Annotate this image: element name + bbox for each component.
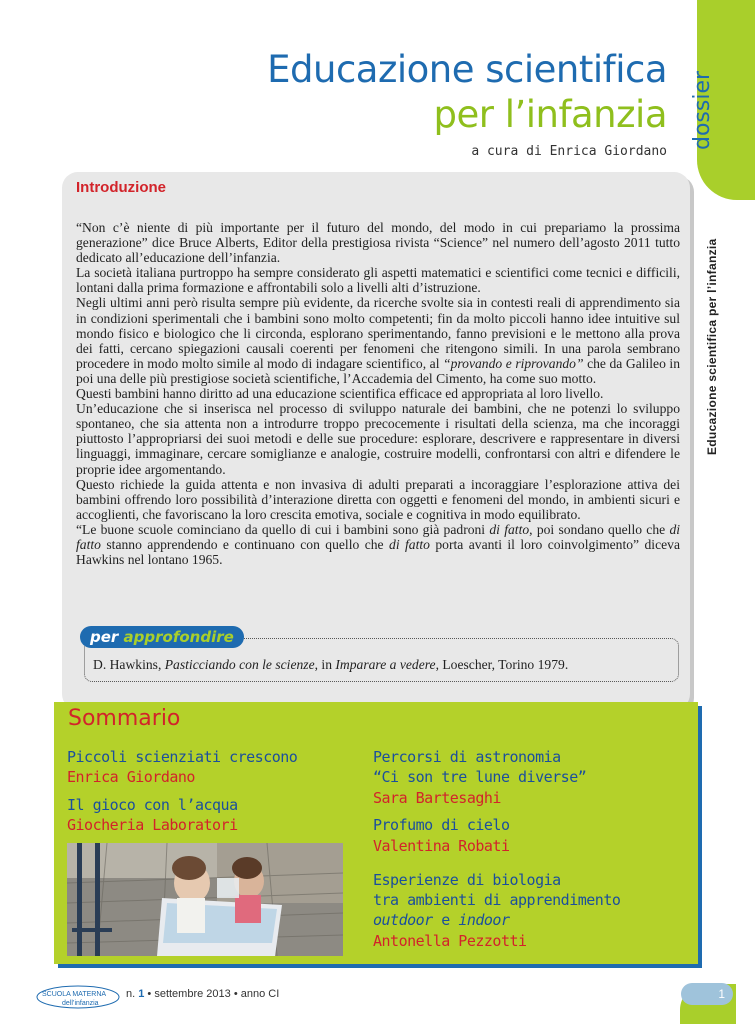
sommario-title: Sommario bbox=[68, 706, 181, 731]
page-number: 1 bbox=[681, 983, 733, 1005]
intro-paragraph: “Le buone scuole cominciano da quello di cui i bambini sono già padroni di fatto, poi sondano quello che di fatto stanno apprendendo e continuano con quello che di fatto porta avanti il loro coinvolgimento” diceva Hawkins nel lontano 1965. bbox=[76, 521, 681, 568]
issue-info: n. 1 • settembre 2013 • anno CI bbox=[126, 988, 280, 1000]
toc-title[interactable]: Profumo di cielo bbox=[373, 816, 510, 834]
toc-author: Valentina Robati bbox=[373, 837, 510, 855]
intro-paragraph: La società italiana purtroppo ha sempre considerato gli aspetti matematici e scientifici come tecnici e difficili, lontani dalla prima formazione e affrontabili solo a livelli alti d’istruzione. bbox=[76, 265, 680, 296]
dossier-label: dossier bbox=[690, 70, 715, 150]
page-subtitle: per l’infanzia bbox=[433, 93, 667, 136]
byline: a cura di Enrica Giordano bbox=[471, 144, 667, 159]
toc-title[interactable]: Piccoli scienziati crescono bbox=[67, 748, 298, 766]
toc-title[interactable]: “Ci son tre lune diverse” bbox=[373, 768, 587, 786]
children-water-photo bbox=[67, 843, 343, 956]
approfondire-reference: D. Hawkins, Pasticciando con le scienze, in Imparare a vedere, Loescher, Torino 1979. bbox=[93, 657, 569, 672]
scuola-materna-logo bbox=[36, 985, 120, 1009]
intro-body bbox=[76, 220, 680, 567]
toc-title[interactable]: tra ambienti di apprendimento bbox=[373, 891, 621, 909]
toc-author: Antonella Pezzotti bbox=[373, 932, 527, 950]
intro-paragraph: Questo richiede la guida attenta e non invasiva di adulti preparati a incoraggiare l’esplorazione attiva dei bambini offrendo loro possibilità d’interazione diretta con oggetti e fenomeni del mondo, in ambienti sicuri e accoglienti, che favoriscano la loro crescita emotiva, sociale e cognitiva in modo equilibrato. bbox=[76, 476, 680, 522]
logo-subtext: dell’infanzia bbox=[62, 1000, 99, 1007]
intro-paragraph: Negli ultimi anni però risulta sempre più evidente, da ricerche svolte sia in contesti reali di apprendimento sia in condizioni sperimentali che i bambini sono molto competenti; fin da molto piccoli hanno idee intuitive sul mondo fisico e biologico che li circonda, esplorano sperimentando, fanno previsioni e le mettono alla prova dei fatti, cercano spiegazioni causali coerenti per fenomeni che ritengono simili. In una parola sembrano procedere in modo molto simile al modo di indagare scientifico, al “provando e riprovando” che da Galileo in poi una delle più prestigiose società scientifiche, l’Accademia del Cimento, ha come suo motto. bbox=[76, 295, 681, 386]
toc-title[interactable]: Percorsi di astronomia bbox=[373, 748, 561, 766]
toc-title[interactable]: Esperienze di biologia bbox=[373, 871, 561, 889]
approfondire-label: per approfondire bbox=[80, 626, 244, 648]
toc-author: Giocheria Laboratori bbox=[67, 816, 238, 834]
intro-heading: Introduzione bbox=[76, 179, 166, 196]
toc-author: Sara Bartesaghi bbox=[373, 789, 501, 807]
toc-title[interactable]: outdoor e indoor bbox=[373, 911, 510, 929]
toc-author: Enrica Giordano bbox=[67, 768, 195, 786]
intro-paragraph: Questi bambini hanno diritto ad una educazione scientifica efficace ed appropriata al loro livello. bbox=[76, 386, 604, 402]
logo-text: SCUOLA MATERNA bbox=[42, 991, 107, 998]
intro-paragraph: Un’educazione che si inserisca nel processo di sviluppo naturale dei bambini, che ne potenzi lo sviluppo spontaneo, che sia attenta non a introdurre troppo precocemente i risultati della scienza, ma che incoraggi piuttosto l’appropriarsi dei suoi metodi e delle sue procedure: esplorare, descrivere e rappresentare in diversi linguaggi, immaginare, cercare somiglianze e analogie, costruire modelli, confrontarsi con altri e difendere le proprie idee argomentando. bbox=[76, 401, 680, 477]
intro-paragraph: “Non c’è niente di più importante per il futuro del mondo, del modo in cui prepariamo la prossima generazione” dice Bruce Alberts, Editor della prestigiosa rivista “Science” nel numero dell’agosto 2011 tutto dedicato all’educazione dell’infanzia. bbox=[76, 220, 680, 266]
page-title: Educazione scientifica bbox=[267, 48, 667, 91]
toc-title[interactable]: Il gioco con l’acqua bbox=[67, 796, 238, 814]
section-vertical-title: Educazione scientifica per l’infanzia bbox=[705, 238, 719, 455]
